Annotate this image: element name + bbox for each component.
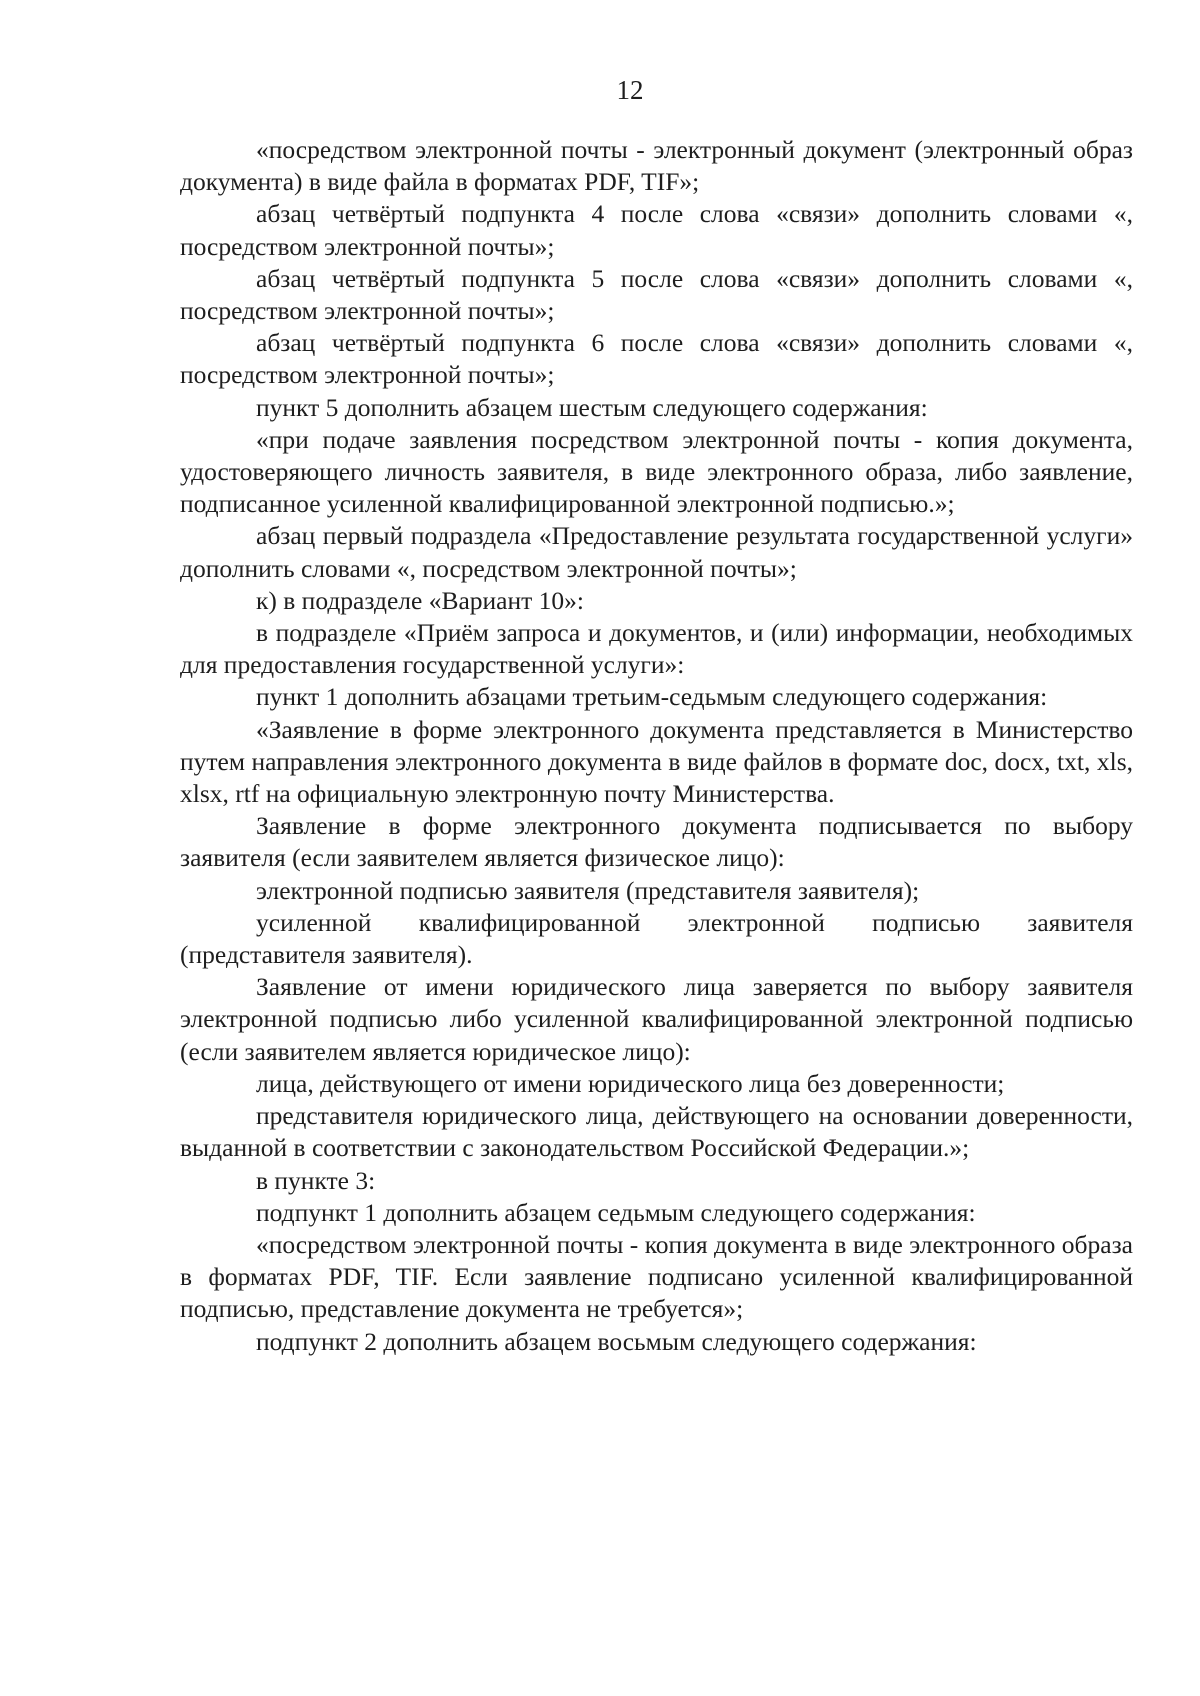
paragraph: Заявление в форме электронного документа подписывается по выбору заявителя (если заявителем является физическое лицо): <box>180 811 1133 873</box>
paragraph: абзац четвёртый подпункта 5 после слова «связи» дополнить словами «, посредством электронной почты»; <box>180 263 1133 326</box>
paragraph: абзац четвёртый подпункта 4 после слова «связи» дополнить словами «, посредством электронной почты»; <box>180 199 1133 261</box>
paragraph: лица, действующего от имени юридического лица без доверенности; <box>256 1068 1005 1098</box>
paragraph: к) в подразделе «Вариант 10»: <box>256 585 584 615</box>
paragraph: абзац четвёртый подпункта 6 после слова «связи» дополнить словами «, посредством электронной почты»; <box>180 328 1133 390</box>
paragraph: «Заявление в форме электронного документа представляется в Министерство путем направления электронного документа в виде файлов в формате doc, docx, txt, xls, xlsx, rtf на официальную электронную почту Министерства. <box>180 714 1133 809</box>
paragraph: «при подаче заявления посредством электронной почты - копия документа, удостоверяющего личность заявителя, в виде электронного образа, либо заявление, подписанное усиленной квалифицированной электронной подписью.»; <box>180 424 1133 519</box>
paragraph: электронной подписью заявителя (представителя заявителя); <box>256 875 920 905</box>
paragraph: представителя юридического лица, действующего на основании доверенности, выданной в соответствии с законодательством Российской Федерации.»; <box>180 1101 1133 1163</box>
paragraph: подпункт 1 дополнить абзацем седьмым следующего содержания: <box>256 1197 976 1227</box>
page-number: 12 <box>616 75 644 105</box>
paragraph: пункт 1 дополнить абзацами третьим-седьмым следующего содержания: <box>256 682 1048 712</box>
paragraph: в подразделе «Приём запроса и документов, и (или) информации, необходимых для предоставления государственной услуги»: <box>180 618 1133 680</box>
paragraph: усиленной квалифицированной электронной подписью заявителя (представителя заявителя). <box>180 907 1133 970</box>
paragraph: в пункте 3: <box>256 1165 376 1195</box>
document-body <box>180 134 1133 1358</box>
paragraph: «посредством электронной почты - копия документа в виде электронного образа в форматах PDF, TIF. Если заявление подписано усиленной квалифицированной подписью, представление документа не требуется»; <box>180 1229 1133 1324</box>
paragraph: «посредством электронной почты - электронный документ (электронный образ документа) в виде файла в форматах PDF, TIF»; <box>180 135 1133 197</box>
paragraph: Заявление от имени юридического лица заверяется по выбору заявителя электронной подписью либо усиленной квалифицированной электронной подписью (если заявителем является юридическое лицо): <box>180 972 1133 1066</box>
paragraph: пункт 5 дополнить абзацем шестым следующего содержания: <box>256 392 928 422</box>
paragraph: подпункт 2 дополнить абзацем восьмым следующего содержания: <box>256 1326 977 1356</box>
paragraph: абзац первый подраздела «Предоставление результата государственной услуги» дополнить словами «, посредством электронной почты»; <box>180 521 1133 583</box>
